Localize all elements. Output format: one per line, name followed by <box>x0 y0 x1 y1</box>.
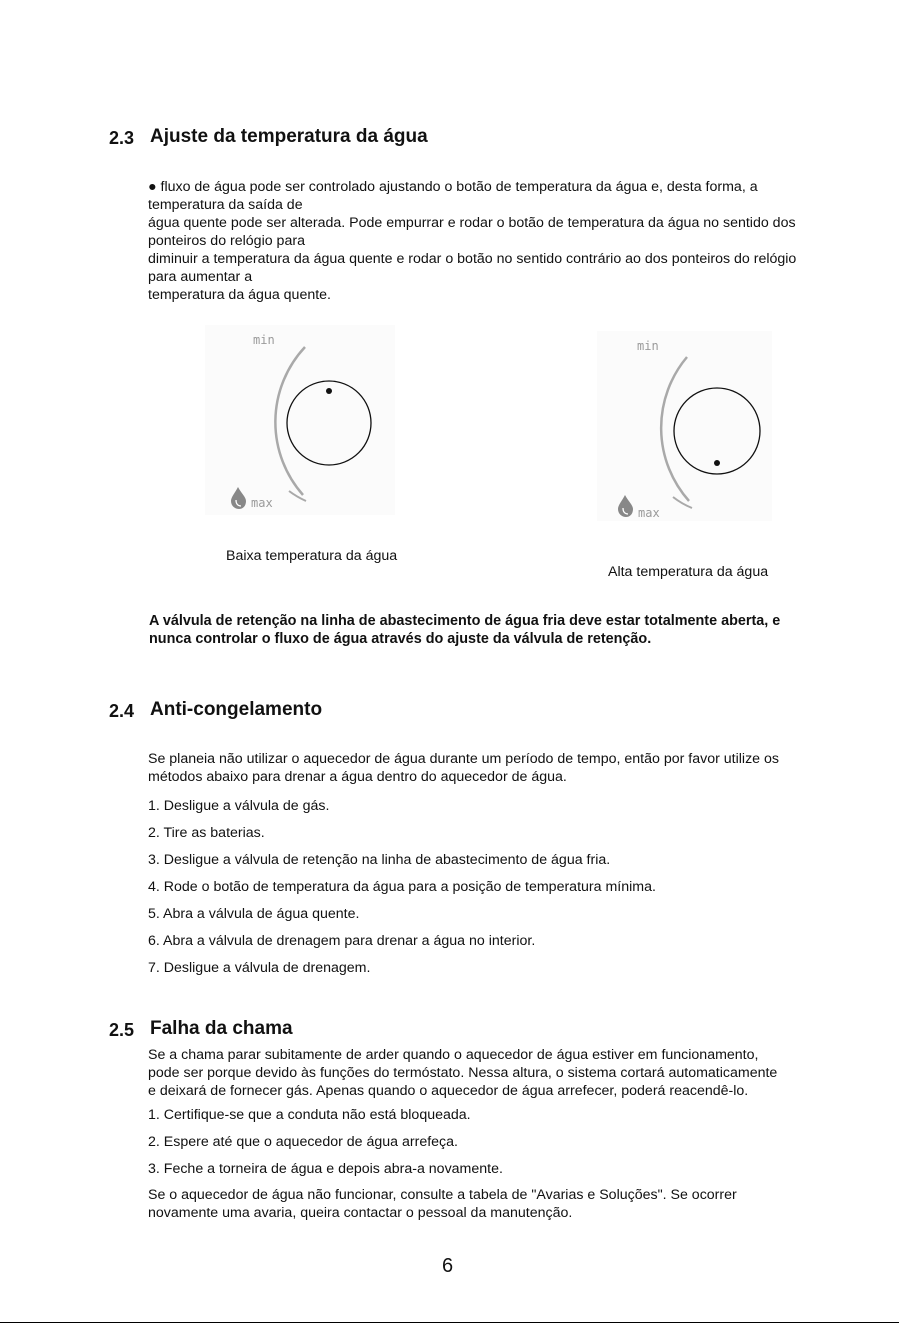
dial-min-label: min <box>253 333 275 347</box>
text-line: Se planeia não utilizar o aquecedor de água durante um período de tempo, então por favor utilize os <box>148 751 779 767</box>
knob-indicator-dot <box>326 388 332 394</box>
list-item: 5. Abra a válvula de água quente. <box>148 906 360 922</box>
text-line: e deixará de fornecer gás. Apenas quando o aquecedor de água arrefecer, poderá reacendê-lo. <box>148 1083 749 1099</box>
page-number: 6 <box>442 1255 454 1277</box>
section-title: Falha da chama <box>150 1018 293 1039</box>
text-line: ponteiros do relógio para <box>148 233 305 249</box>
intro-flame-failure <box>148 1046 868 1100</box>
list-item: 2. Tire as baterias. <box>148 825 265 841</box>
text-line: ● fluxo de água pode ser controlado ajustando o botão de temperatura da água e, desta forma, a <box>148 179 758 195</box>
text-line: métodos abaixo para drenar a água dentro do aquecedor de água. <box>148 769 567 785</box>
text-line: para aumentar a <box>148 269 253 285</box>
caption-high-temperature: Alta temperatura da água <box>608 564 769 580</box>
list-item: 7. Desligue a válvula de drenagem. <box>148 960 371 976</box>
dial-max-label: max <box>638 506 660 520</box>
dial-min-label: min <box>637 339 659 353</box>
section-number: 2.5 <box>109 1020 135 1040</box>
list-item: 6. Abra a válvula de drenagem para drenar a água no interior. <box>148 933 536 949</box>
warning-line: nunca controlar o fluxo de água através do ajuste da válvula de retenção. <box>149 631 652 647</box>
list-item: 3. Desligue a válvula de retenção na linha de abastecimento de água fria. <box>148 852 611 868</box>
warning-note <box>149 612 849 648</box>
dial-low-temperature <box>205 325 395 515</box>
list-item: 3. Feche a torneira de água e depois abra-a novamente. <box>148 1161 503 1177</box>
dial-max-label: max <box>251 496 273 510</box>
list-item: 2. Espere até que o aquecedor de água arrefeça. <box>148 1134 458 1150</box>
text-line: água quente pode ser alterada. Pode empurrar e rodar o botão de temperatura da água no sentido dos <box>148 215 796 231</box>
text-line: diminuir a temperatura da água quente e rodar o botão no sentido contrário ao dos ponteiros do relógio <box>148 251 797 267</box>
text-line: temperatura da saída de <box>148 197 303 213</box>
outro-flame-failure <box>148 1186 868 1222</box>
section-number: 2.4 <box>109 701 135 721</box>
caption-low-temperature: Baixa temperatura da água <box>226 548 398 564</box>
text-line: temperatura da água quente. <box>148 287 331 303</box>
section-title: Ajuste da temperatura da água <box>150 126 428 147</box>
footer-rule <box>0 1322 899 1323</box>
section-number: 2.3 <box>109 128 135 148</box>
paragraph-temperature <box>148 178 868 304</box>
dial-high-temperature <box>597 331 772 521</box>
list-item: 1. Certifique-se que a conduta não está bloqueada. <box>148 1107 471 1123</box>
section-title: Anti-congelamento <box>150 699 323 720</box>
text-line: Se a chama parar subitamente de arder quando o aquecedor de água estiver em funcionamento, <box>148 1047 759 1063</box>
list-item: 4. Rode o botão de temperatura da água para a posição de temperatura mínima. <box>148 879 656 895</box>
text-line: Se o aquecedor de água não funcionar, consulte a tabela de "Avarias e Soluções". Se ocorrer <box>148 1187 737 1203</box>
list-item: 1. Desligue a válvula de gás. <box>148 798 330 814</box>
warning-line: A válvula de retenção na linha de abastecimento de água fria deve estar totalmente aberta, e <box>149 613 781 629</box>
text-line: pode ser porque devido às funções do termóstato. Nessa altura, o sistema cortará automaticamente <box>148 1065 778 1081</box>
text-line: novamente uma avaria, queira contactar o pessoal da manutenção. <box>148 1205 573 1221</box>
knob-indicator-dot <box>714 460 720 466</box>
intro-anti-freeze <box>148 750 868 786</box>
